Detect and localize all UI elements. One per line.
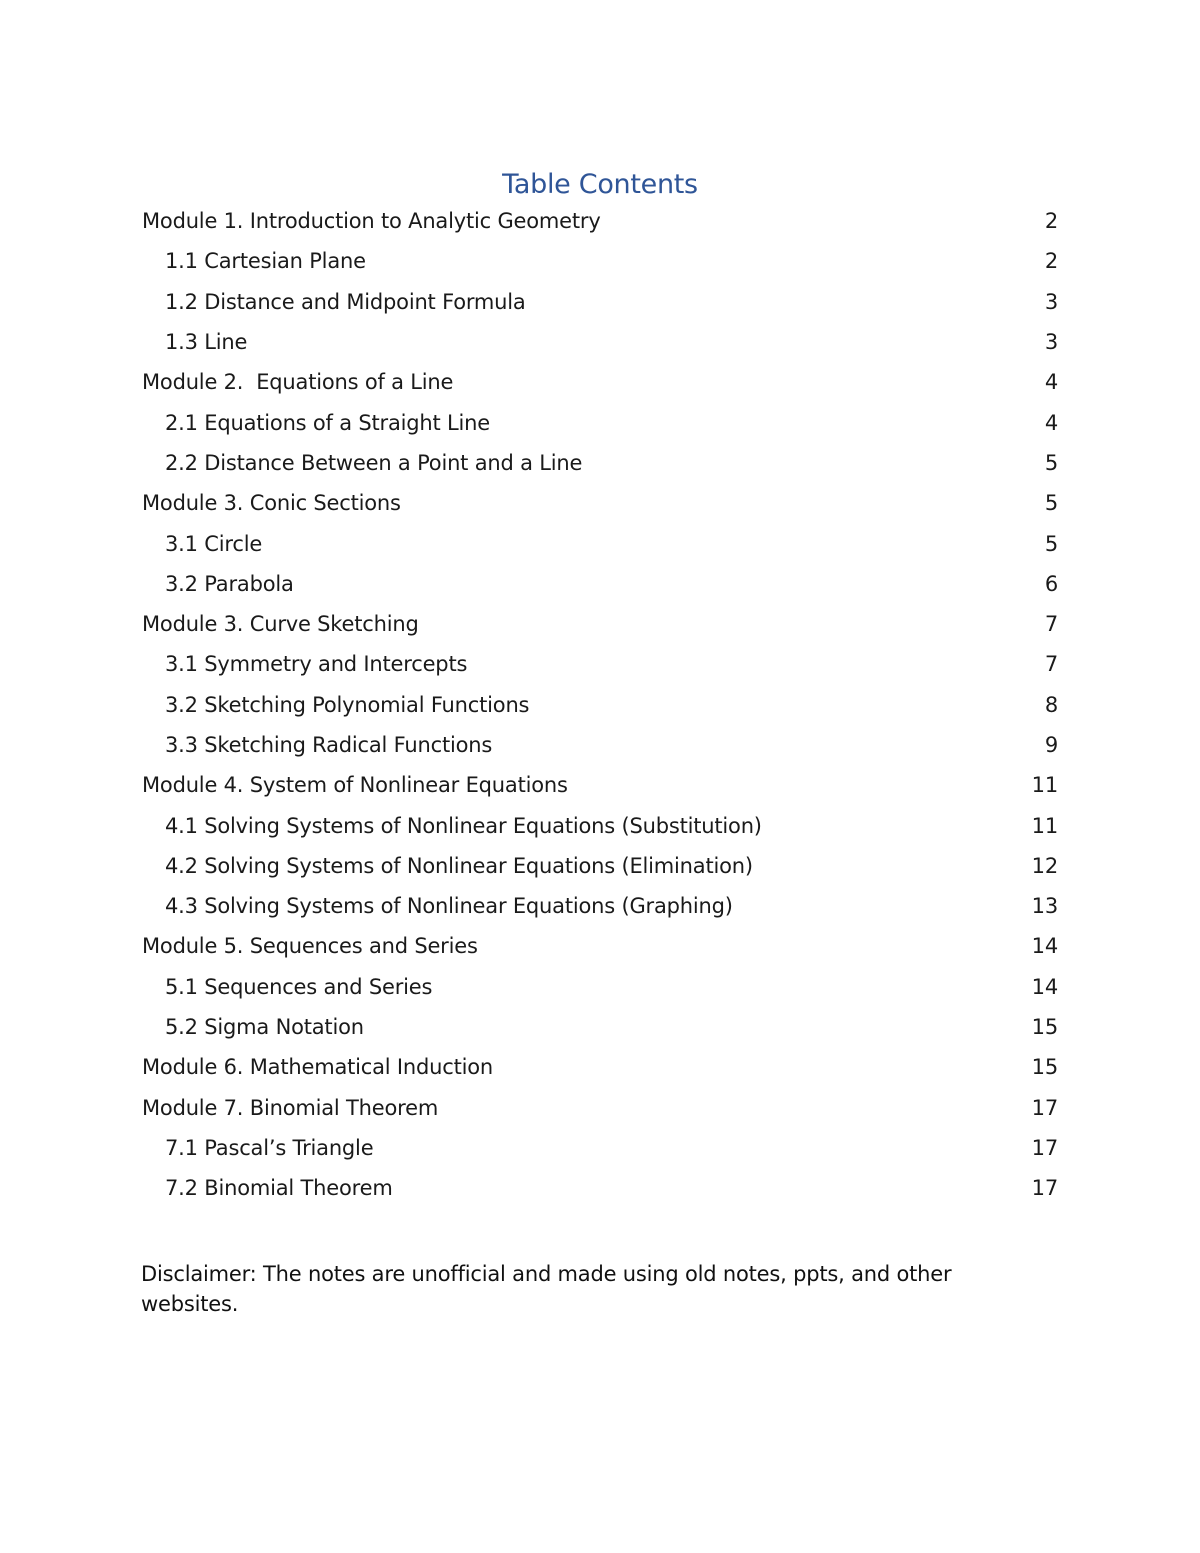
- toc-entry-label: 3.2 Sketching Polynomial Functions: [165, 692, 530, 717]
- toc-entry-label: 7.2 Binomial Theorem: [165, 1176, 393, 1201]
- toc-entry[interactable]: [142, 564, 1058, 604]
- toc-entry-page: 17: [1031, 1135, 1058, 1160]
- toc-entry-page: 7: [1044, 652, 1058, 677]
- toc-entry[interactable]: [142, 201, 1058, 241]
- toc-entry-label: Module 3. Curve Sketching: [142, 612, 419, 637]
- toc-entry-label: 3.2 Parabola: [165, 571, 294, 596]
- toc-entry-page: 14: [1031, 974, 1058, 999]
- toc-entry-label: 5.2 Sigma Notation: [165, 1015, 364, 1040]
- toc-entry-label: 2.1 Equations of a Straight Line: [165, 410, 490, 435]
- toc-entry-page: 7: [1044, 612, 1058, 637]
- toc-entry[interactable]: [142, 886, 1058, 926]
- toc-entry[interactable]: [142, 644, 1058, 684]
- toc-entry-page: 11: [1031, 813, 1058, 838]
- toc-entry-label: Module 3. Conic Sections: [142, 491, 401, 516]
- disclaimer-text: Disclaimer: The notes are unofficial and made using old notes, ppts, and other websites.: [141, 1262, 952, 1316]
- toc-entry[interactable]: [142, 1047, 1058, 1087]
- toc-entry[interactable]: [142, 926, 1058, 966]
- toc-entry-page: 15: [1031, 1015, 1058, 1040]
- toc-entry[interactable]: [142, 967, 1058, 1007]
- toc-entry[interactable]: [142, 685, 1058, 725]
- page-title: Table Contents: [502, 169, 698, 200]
- toc-entry-page: 17: [1031, 1095, 1058, 1120]
- toc-entry-page: 8: [1044, 692, 1058, 717]
- toc-entry-label: 5.1 Sequences and Series: [165, 974, 433, 999]
- toc-entry[interactable]: [142, 362, 1058, 402]
- toc-entry-label: 1.1 Cartesian Plane: [165, 249, 366, 274]
- toc-entry-label: 4.1 Solving Systems of Nonlinear Equations (Substitution): [165, 813, 762, 838]
- toc-entry[interactable]: [142, 402, 1058, 442]
- toc-entry-label: 7.1 Pascal’s Triangle: [165, 1135, 374, 1160]
- toc-entry-page: 13: [1031, 894, 1058, 919]
- toc-entry-page: 2: [1044, 209, 1058, 234]
- toc-entry-page: 5: [1044, 531, 1058, 556]
- toc-entry-label: Module 7. Binomial Theorem: [142, 1095, 439, 1120]
- toc-entry-label: 4.3 Solving Systems of Nonlinear Equations (Graphing): [165, 894, 733, 919]
- toc-entry-label: 3.3 Sketching Radical Functions: [165, 733, 493, 757]
- toc-entry-page: 6: [1044, 571, 1058, 596]
- toc-entry[interactable]: [142, 604, 1058, 644]
- toc-entry-page: 4: [1044, 410, 1058, 435]
- toc-entry-page: 14: [1031, 934, 1058, 959]
- toc-entry[interactable]: [142, 523, 1058, 563]
- toc-entry-page: 4: [1044, 370, 1058, 395]
- toc-entry[interactable]: [142, 1168, 1058, 1208]
- toc-entry[interactable]: [142, 241, 1058, 281]
- toc-entry-page: 3: [1044, 289, 1058, 314]
- toc-entry-label: Module 2. Equations of a Line: [142, 370, 454, 395]
- toc-entry[interactable]: [142, 322, 1058, 362]
- toc-entry-page: 5: [1044, 450, 1058, 475]
- toc-entry[interactable]: [142, 483, 1058, 523]
- toc-entry[interactable]: [142, 443, 1058, 483]
- toc-entry-page: 2: [1044, 249, 1058, 274]
- toc-entry[interactable]: [142, 765, 1058, 805]
- toc-entry-page: 12: [1031, 853, 1058, 878]
- toc-entry-label: 4.2 Solving Systems of Nonlinear Equations (Elimination): [165, 853, 753, 878]
- toc-entry-label: Module 6. Mathematical Induction: [142, 1055, 494, 1080]
- toc-entry[interactable]: [142, 846, 1058, 886]
- toc-entry-label: Module 5. Sequences and Series: [142, 934, 478, 959]
- toc-entry-label: 1.2 Distance and Midpoint Formula: [165, 289, 526, 314]
- toc-entry[interactable]: [142, 1088, 1058, 1128]
- toc-entry[interactable]: [142, 282, 1058, 322]
- toc-entry-label: 1.3 Line: [165, 330, 248, 355]
- table-of-contents: [142, 201, 1058, 1208]
- toc-entry[interactable]: [142, 725, 1058, 765]
- toc-entry[interactable]: [142, 1007, 1058, 1047]
- toc-entry-label: 3.1 Symmetry and Intercepts: [165, 652, 468, 677]
- toc-entry[interactable]: [142, 805, 1058, 845]
- toc-entry-page: 3: [1044, 330, 1058, 355]
- toc-entry-page: 5: [1044, 491, 1058, 516]
- toc-entry-page: 11: [1031, 773, 1058, 798]
- toc-entry-label: 2.2 Distance Between a Point and a Line: [165, 450, 583, 475]
- toc-entry[interactable]: [142, 1128, 1058, 1168]
- toc-entry-label: Module 4. System of Nonlinear Equations: [142, 773, 568, 798]
- toc-entry-page: 15: [1031, 1055, 1058, 1080]
- toc-entry-page: 9: [1044, 733, 1058, 757]
- toc-entry-page: 17: [1031, 1176, 1058, 1201]
- toc-entry-label: 3.1 Circle: [165, 531, 263, 556]
- toc-entry-label: Module 1. Introduction to Analytic Geometry: [142, 209, 601, 234]
